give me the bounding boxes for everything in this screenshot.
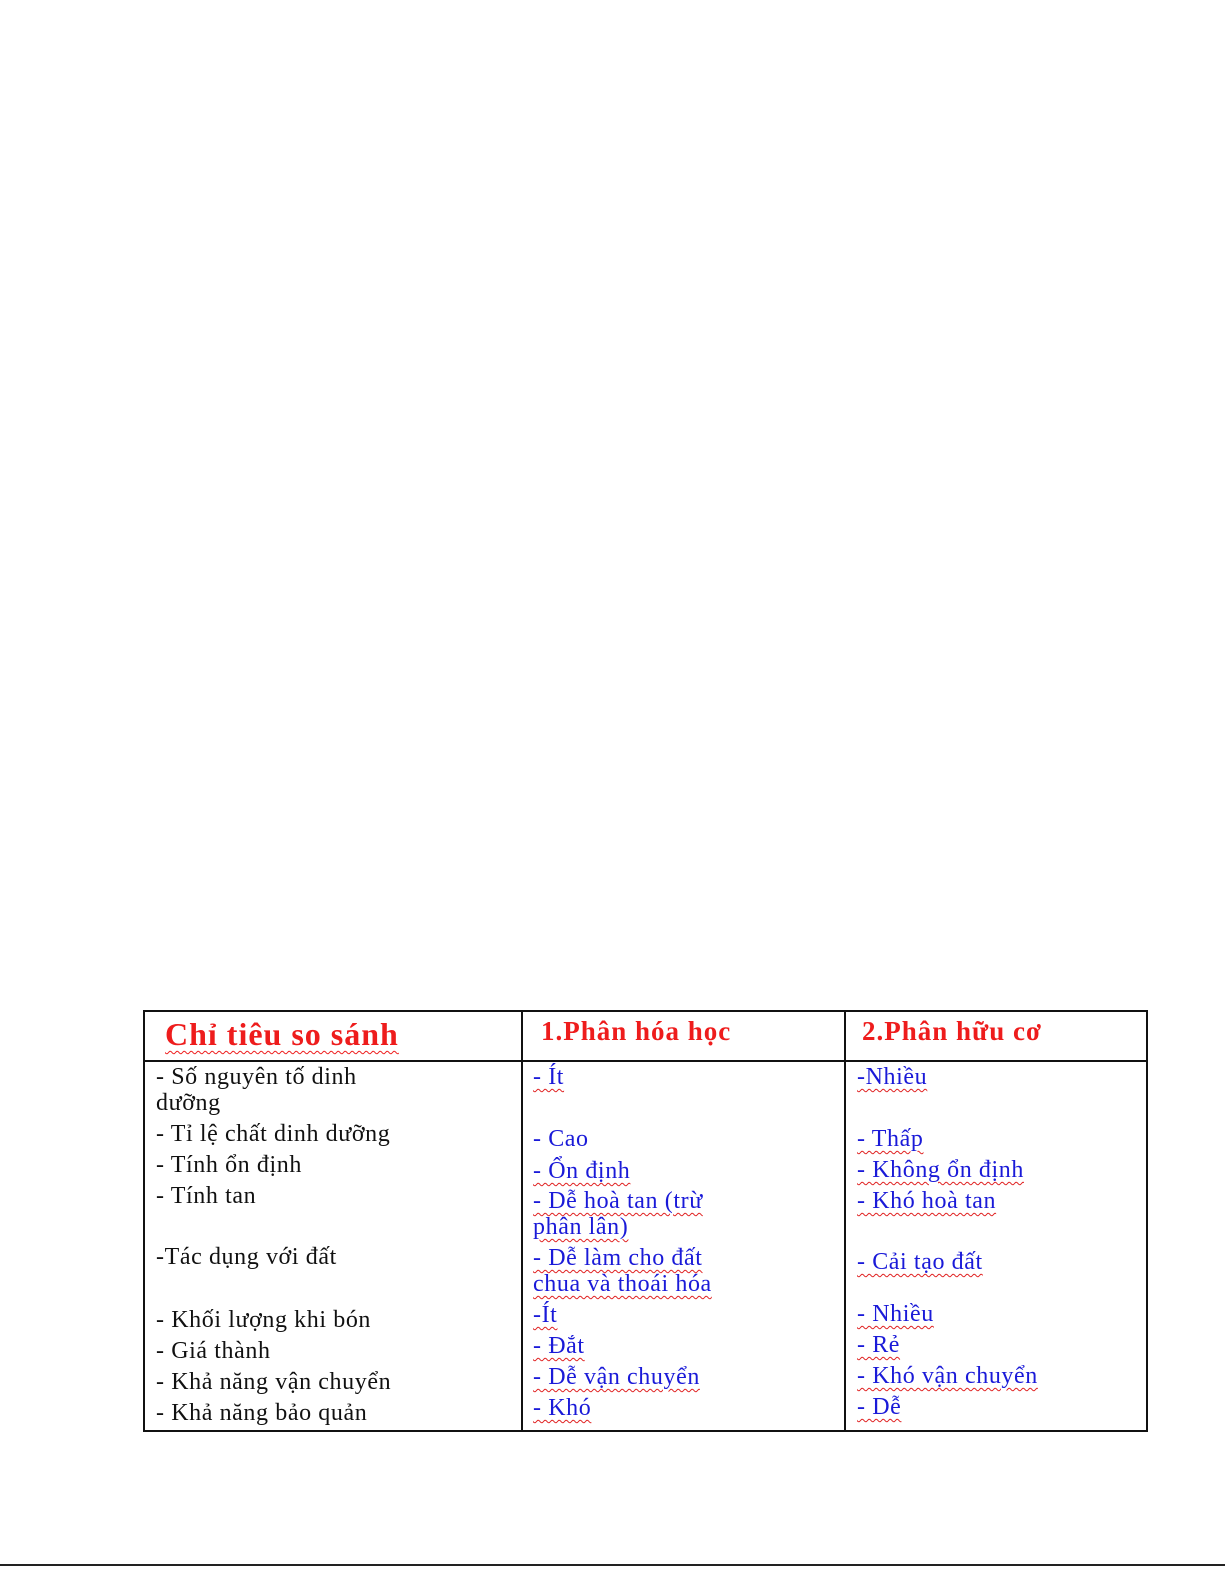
page-bottom-rule	[0, 1564, 1225, 1566]
criteria-line: - Khối lượng khi bón	[156, 1307, 372, 1333]
comparison-table	[143, 1010, 1148, 1432]
chemical-line: - Dễ hoà tan (trừ	[533, 1188, 703, 1214]
header-criteria: Chỉ tiêu so sánh	[165, 1016, 399, 1052]
criteria-line: - Khả năng bảo quản	[156, 1400, 368, 1426]
organic-line: - Không ổn định	[857, 1157, 1024, 1183]
chemical-line: - Đắt	[533, 1333, 585, 1359]
chemical-line: phân lân)	[533, 1214, 629, 1240]
criteria-line: - Số nguyên tố dinh	[156, 1064, 357, 1090]
table-header-row	[145, 1012, 1146, 1061]
organic-line: -Nhiều	[857, 1064, 928, 1090]
header-organic-fertilizer: 2.Phân hữu cơ	[862, 1016, 1042, 1046]
chemical-line: - Ổn định	[533, 1158, 631, 1184]
criteria-line: - Khả năng vận chuyển	[156, 1369, 392, 1395]
organic-line: - Khó hoà tan	[857, 1188, 997, 1214]
organic-line: - Cải tạo đất	[857, 1249, 983, 1275]
header-chemical-cell	[522, 1012, 845, 1061]
chemical-line: - Ít	[533, 1064, 565, 1090]
header-chemical-fertilizer: 1.Phân hóa học	[541, 1016, 732, 1046]
chemical-line: - Khó	[533, 1395, 592, 1421]
chemical-line: - Cao	[533, 1126, 589, 1152]
table-body-row	[145, 1061, 1146, 1430]
criteria-line: - Tính ổn định	[156, 1152, 302, 1178]
criteria-line: -Tác dụng với đất	[156, 1244, 337, 1270]
header-organic-cell	[845, 1012, 1146, 1061]
organic-line: - Thấp	[857, 1126, 924, 1152]
organic-line: - Nhiều	[857, 1301, 934, 1327]
criteria-line: - Giá thành	[156, 1338, 271, 1364]
criteria-line: - Tỉ lệ chất dinh dưỡng	[156, 1121, 391, 1147]
organic-line: - Dễ	[857, 1394, 902, 1420]
chemical-line: - Dễ làm cho đất	[533, 1245, 703, 1271]
fertilizer-comparison-table	[145, 1012, 1146, 1430]
chemical-line: -Ít	[533, 1302, 558, 1328]
criteria-line: dưỡng	[156, 1090, 221, 1116]
criteria-line: - Tính tan	[156, 1183, 257, 1209]
criteria-column	[145, 1061, 522, 1430]
organic-column	[845, 1061, 1146, 1430]
header-criteria-cell	[145, 1012, 522, 1061]
chemical-line: - Dễ vận chuyển	[533, 1364, 700, 1390]
chemical-column	[522, 1061, 845, 1430]
chemical-line: chua và thoái hóa	[533, 1271, 712, 1297]
organic-line: - Rẻ	[857, 1332, 901, 1358]
organic-line: - Khó vận chuyển	[857, 1363, 1038, 1389]
